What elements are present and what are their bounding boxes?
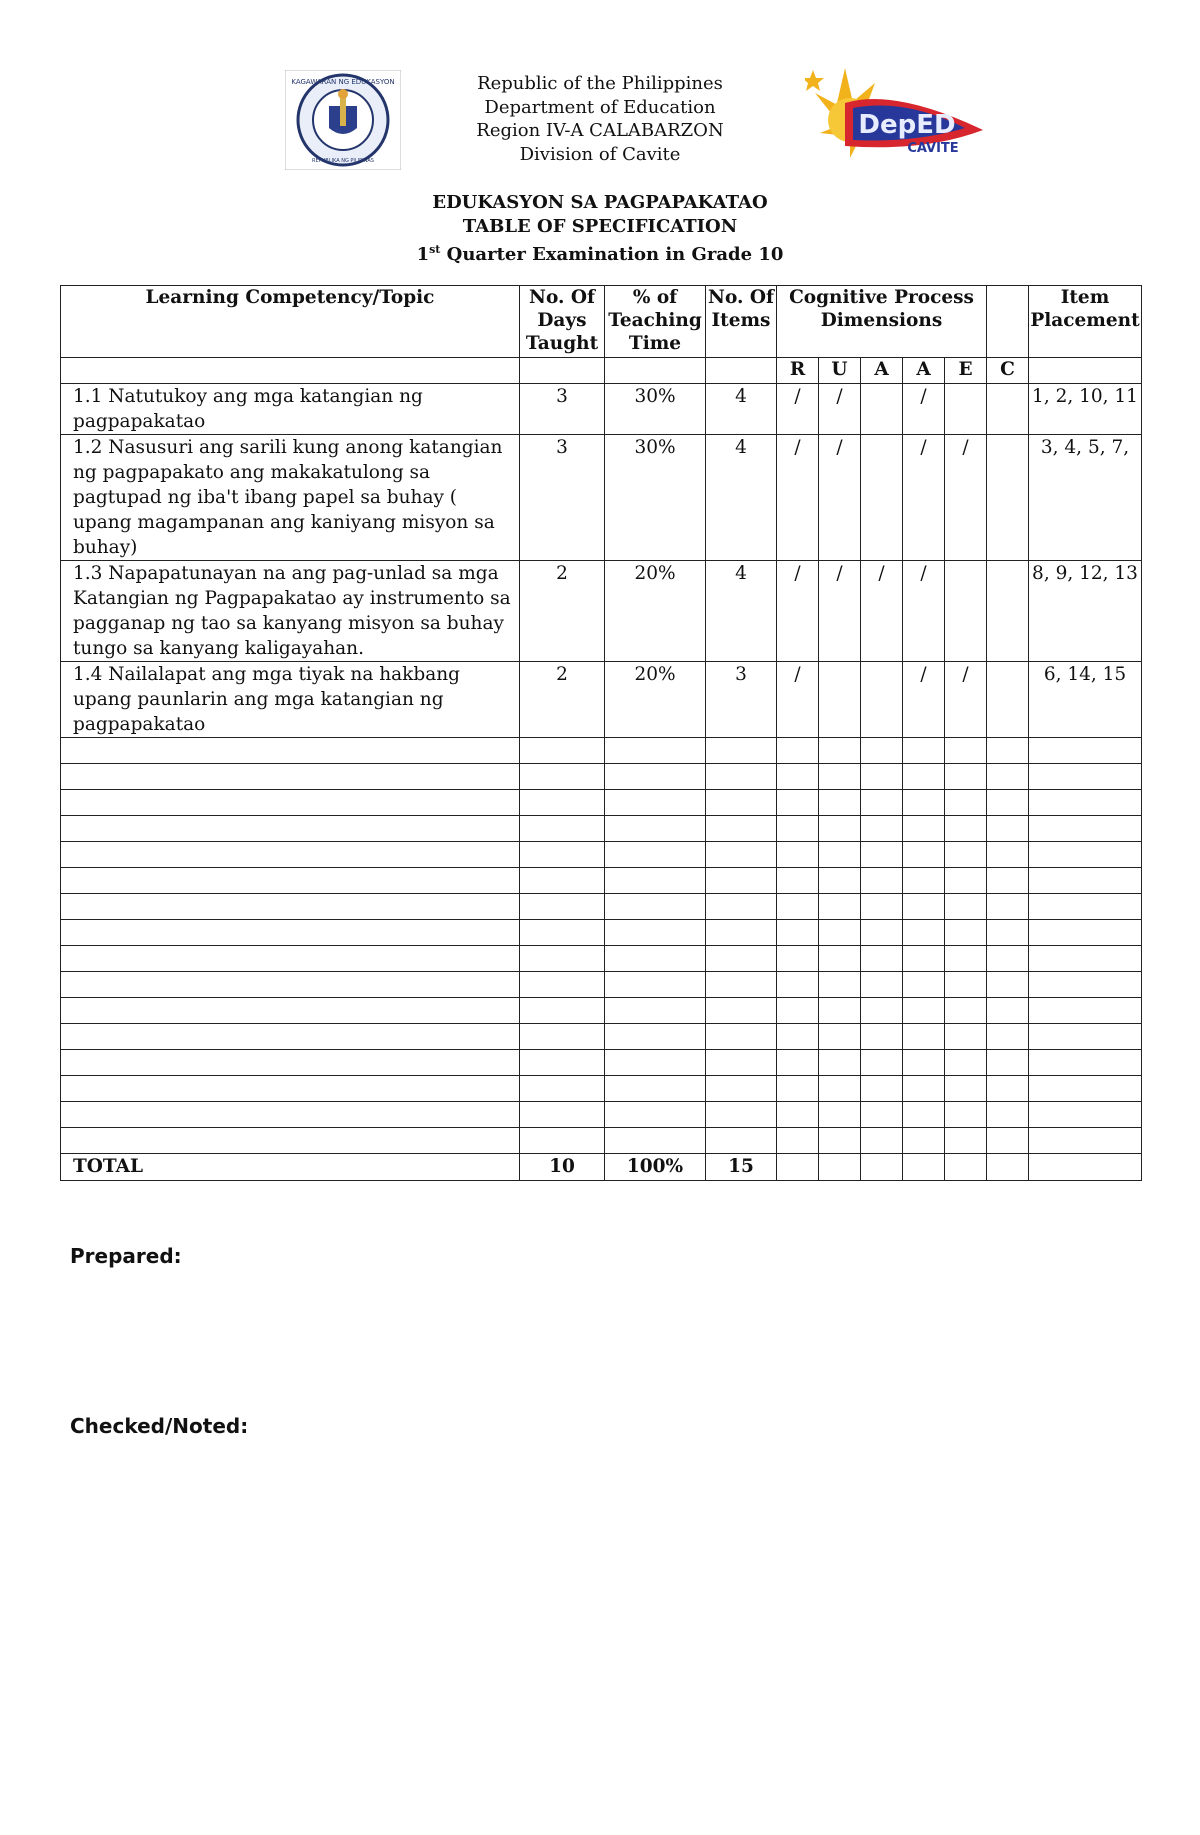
empty-cell [777,1050,819,1076]
table-row [61,662,1142,738]
empty-cell [1029,946,1142,972]
empty-cell [777,738,819,764]
item-count: 4 [706,384,777,435]
empty-cell [1029,1076,1142,1102]
item-placement: 1, 2, 10, 11 [1029,384,1142,435]
header-percent: % of Teaching Time [605,286,706,358]
empty-cell [861,972,903,998]
empty-cell [706,816,777,842]
cognitive-mark: / [903,662,945,738]
empty-cell [987,764,1029,790]
empty-cell [706,764,777,790]
dim-create: C [987,358,1029,384]
empty-cell [706,1076,777,1102]
days-taught: 2 [520,662,605,738]
empty-cell [1029,998,1142,1024]
empty-cell [987,946,1029,972]
empty-cell [605,1050,706,1076]
empty-cell [605,1024,706,1050]
header-items: No. Of Items [706,286,777,358]
empty-cell [903,816,945,842]
empty-cell [61,842,520,868]
days-taught: 2 [520,561,605,662]
dim-evaluate: E [945,358,987,384]
total-percent: 100% [605,1154,706,1181]
empty-cell [706,946,777,972]
cognitive-mark: / [819,561,861,662]
days-taught: 3 [520,435,605,561]
empty-cell [520,1024,605,1050]
empty-cell [861,842,903,868]
empty-cell [520,790,605,816]
empty-row [61,1024,1142,1050]
empty-cell [777,816,819,842]
cognitive-mark: / [945,662,987,738]
empty-cell [61,1076,520,1102]
empty-cell [861,1076,903,1102]
header-cognitive-extra [987,286,1029,358]
empty-cell [903,1024,945,1050]
empty-cell [945,946,987,972]
empty-cell [520,920,605,946]
cognitive-mark: / [945,435,987,561]
empty-cell [1029,868,1142,894]
empty-cell [605,842,706,868]
cognitive-mark: / [903,561,945,662]
table-row [61,435,1142,561]
empty-cell [1029,764,1142,790]
empty-cell [945,1154,987,1181]
table-row [61,384,1142,435]
title-exam: 1st Quarter Examination in Grade 10 [416,243,784,265]
competency-topic: 1.4 Nailalapat ang mga tiyak na hakbang upang paunlarin ang mga katangian ng pagpapakatao [61,662,520,738]
cognitive-mark: / [819,384,861,435]
cognitive-mark [945,561,987,662]
empty-cell [861,1024,903,1050]
empty-cell [520,998,605,1024]
empty-cell [819,868,861,894]
empty-cell [987,1076,1029,1102]
empty-cell [605,1128,706,1154]
empty-cell [605,920,706,946]
competency-topic: 1.1 Natutukoy ang mga katangian ng pagpapakatao [61,384,520,435]
empty-cell [777,1128,819,1154]
cognitive-mark [987,384,1029,435]
empty-cell [520,894,605,920]
empty-cell [987,1050,1029,1076]
empty-cell [945,842,987,868]
empty-cell [945,920,987,946]
empty-cell [605,998,706,1024]
empty-row [61,894,1142,920]
empty-cell [861,998,903,1024]
empty-cell [903,790,945,816]
empty-cell [777,790,819,816]
empty-cell [706,790,777,816]
empty-cell [520,972,605,998]
item-count: 4 [706,435,777,561]
empty-cell [945,868,987,894]
empty-cell [61,972,520,998]
empty-cell [861,816,903,842]
empty-cell [861,946,903,972]
cognitive-mark: / [777,662,819,738]
empty-cell [605,1076,706,1102]
header-days: No. Of Days Taught [520,286,605,358]
total-days: 10 [520,1154,605,1181]
empty-cell [706,1050,777,1076]
empty-cell [520,842,605,868]
empty-cell [520,738,605,764]
header-topic: Learning Competency/Topic [61,286,520,358]
empty-cell [903,972,945,998]
dim-remember: R [777,358,819,384]
empty-cell [819,1050,861,1076]
cognitive-mark [945,384,987,435]
empty-cell [861,1154,903,1181]
letterhead [400,72,800,166]
empty-cell [861,1128,903,1154]
empty-cell [1029,1154,1142,1181]
title-subject: EDUKASYON SA PAGPAPAKATAO [432,192,768,213]
empty-cell [706,1102,777,1128]
cognitive-mark [987,561,1029,662]
empty-cell [706,842,777,868]
empty-cell [777,842,819,868]
empty-cell [777,946,819,972]
empty-cell [987,816,1029,842]
empty-cell [605,946,706,972]
empty-cell [987,998,1029,1024]
empty-row [61,738,1142,764]
dim-analyze: A [903,358,945,384]
empty-cell [903,1154,945,1181]
empty-cell [520,946,605,972]
empty-row [61,998,1142,1024]
empty-cell [61,764,520,790]
empty-cell [706,972,777,998]
empty-cell [861,894,903,920]
empty-row [61,1128,1142,1154]
empty-cell [706,738,777,764]
empty-cell [903,946,945,972]
empty-cell [61,816,520,842]
empty-cell [903,1076,945,1102]
empty-cell [987,868,1029,894]
empty-cell [903,1102,945,1128]
empty-cell [61,1050,520,1076]
logo-cavite-text: CAVITE [907,141,959,156]
empty-cell [987,790,1029,816]
header-republic: Republic of the Philippines [477,73,723,94]
cognitive-mark: / [777,561,819,662]
teaching-percent: 20% [605,561,706,662]
empty-cell [777,868,819,894]
empty-cell [61,1128,520,1154]
empty-row [61,842,1142,868]
empty-cell [987,972,1029,998]
header-cognitive: Cognitive Process Dimensions [777,286,987,358]
empty-cell [777,764,819,790]
empty-cell [819,920,861,946]
empty-cell [945,1102,987,1128]
cognitive-mark [861,384,903,435]
empty-cell [1029,894,1142,920]
item-placement: 6, 14, 15 [1029,662,1142,738]
empty-row [61,790,1142,816]
empty-cell [819,842,861,868]
empty-cell [777,1076,819,1102]
empty-cell [706,1128,777,1154]
empty-cell [605,816,706,842]
empty-cell [819,894,861,920]
empty-cell [861,920,903,946]
empty-cell [945,764,987,790]
empty-cell [819,1076,861,1102]
empty-cell [903,894,945,920]
empty-cell [1029,1050,1142,1076]
empty-cell [1029,920,1142,946]
document-title [360,191,840,267]
deped-seal-logo [285,70,401,170]
header-division: Division of Cavite [519,143,681,165]
empty-cell [61,920,520,946]
deped-cavite-logo [805,48,995,172]
empty-cell [605,868,706,894]
empty-cell [945,816,987,842]
empty-cell [777,972,819,998]
empty-cell [945,1024,987,1050]
empty-row [61,972,1142,998]
cognitive-mark [861,662,903,738]
empty-cell [819,998,861,1024]
cognitive-mark: / [861,561,903,662]
empty-cell [945,998,987,1024]
item-count: 4 [706,561,777,662]
empty-cell [861,868,903,894]
empty-cell [903,868,945,894]
cognitive-mark: / [903,384,945,435]
empty-cell [777,998,819,1024]
empty-cell [987,842,1029,868]
item-placement: 8, 9, 12, 13 [1029,561,1142,662]
cognitive-mark: / [777,435,819,561]
total-row [61,1154,1142,1181]
empty-cell [1029,1024,1142,1050]
empty-cell [987,920,1029,946]
empty-row [61,868,1142,894]
total-label: TOTAL [61,1154,520,1181]
empty-cell [777,920,819,946]
empty-cell [945,972,987,998]
empty-cell [819,738,861,764]
empty-cell [605,790,706,816]
total-items: 15 [706,1154,777,1181]
empty-cell [861,764,903,790]
cognitive-mark [987,435,1029,561]
teaching-percent: 30% [605,384,706,435]
cognitive-mark [819,662,861,738]
dim-apply: A [861,358,903,384]
empty-cell [861,1050,903,1076]
cognitive-mark: / [819,435,861,561]
empty-cell [861,1102,903,1128]
empty-cell [819,1024,861,1050]
empty-cell [777,894,819,920]
empty-cell [706,868,777,894]
empty-cell [1029,1102,1142,1128]
empty-cell [1029,842,1142,868]
empty-cell [61,868,520,894]
empty-cell [819,764,861,790]
empty-cell [61,738,520,764]
empty-cell [987,894,1029,920]
empty-cell [987,738,1029,764]
empty-cell [605,1102,706,1128]
header-region: Region IV-A CALABARZON [476,120,724,141]
empty-cell [777,1102,819,1128]
empty-cell [706,998,777,1024]
empty-cell [861,738,903,764]
empty-cell [520,868,605,894]
empty-cell [61,894,520,920]
empty-cell [520,1076,605,1102]
empty-cell [861,790,903,816]
empty-cell [945,738,987,764]
empty-row [61,920,1142,946]
empty-cell [605,894,706,920]
item-placement: 3, 4, 5, 7, [1029,435,1142,561]
empty-cell [945,894,987,920]
empty-cell [520,816,605,842]
header-placement: Item Placement [1029,286,1142,358]
empty-cell [819,790,861,816]
empty-cell [1029,972,1142,998]
empty-cell [945,1128,987,1154]
empty-row [61,946,1142,972]
empty-cell [987,1128,1029,1154]
cognitive-mark: / [777,384,819,435]
empty-row [61,1076,1142,1102]
empty-cell [903,764,945,790]
empty-cell [706,920,777,946]
specification-table [60,285,1142,1181]
competency-topic: 1.2 Nasusuri ang sarili kung anong katangian ng pagpapakato ang makakatulong sa pagtupad ng iba't ibang papel sa buhay ( upang magampanan ang kaniyang misyon sa buhay) [61,435,520,561]
empty-cell [706,1024,777,1050]
cognitive-mark: / [903,435,945,561]
seal-top-text: KAGAWARAN NG EDUKASYON [291,78,395,86]
empty-cell [1029,1128,1142,1154]
prepared-label: Prepared: [70,1244,182,1268]
empty-cell [987,1024,1029,1050]
empty-cell [819,972,861,998]
empty-cell [819,816,861,842]
competency-topic: 1.3 Napapatunayan na ang pag-unlad sa mga Katangian ng Pagpapakatao ay instrumento sa pagganap ng tao sa kanyang misyon sa buhay tungo sa kanyang kaligayahan. [61,561,520,662]
empty-cell [987,1102,1029,1128]
seal-bottom-text: REPUBLIKA NG PILIPINAS [312,158,374,164]
checked-noted-label: Checked/Noted: [70,1414,249,1438]
empty-row [61,816,1142,842]
empty-row [61,1050,1142,1076]
empty-cell [903,1128,945,1154]
empty-cell [61,790,520,816]
empty-cell [1029,816,1142,842]
empty-cell [520,1102,605,1128]
empty-cell [520,764,605,790]
days-taught: 3 [520,384,605,435]
empty-cell [605,764,706,790]
empty-cell [61,946,520,972]
empty-cell [706,894,777,920]
empty-cell [903,1050,945,1076]
cognitive-mark [987,662,1029,738]
dim-understand: U [819,358,861,384]
empty-cell [945,1050,987,1076]
empty-cell [605,738,706,764]
empty-cell [903,920,945,946]
empty-cell [987,1154,1029,1181]
table-row [61,561,1142,662]
empty-cell [520,1050,605,1076]
empty-cell [945,790,987,816]
empty-cell [903,738,945,764]
empty-cell [777,1024,819,1050]
empty-cell [520,1128,605,1154]
empty-cell [61,1102,520,1128]
empty-cell [819,1154,861,1181]
item-count: 3 [706,662,777,738]
empty-cell [1029,790,1142,816]
empty-cell [61,1024,520,1050]
empty-cell [819,1102,861,1128]
empty-cell [819,946,861,972]
empty-cell [1029,738,1142,764]
empty-cell [777,1154,819,1181]
header-department: Department of Education [484,96,716,118]
empty-cell [903,998,945,1024]
empty-cell [903,842,945,868]
empty-cell [945,1076,987,1102]
empty-cell [819,1128,861,1154]
logo-deped-text: DepED [858,110,956,140]
teaching-percent: 20% [605,662,706,738]
empty-row [61,1102,1142,1128]
teaching-percent: 30% [605,435,706,561]
title-doc: TABLE OF SPECIFICATION [462,215,738,237]
empty-row [61,764,1142,790]
empty-cell [61,998,520,1024]
cognitive-mark [861,435,903,561]
empty-cell [605,972,706,998]
